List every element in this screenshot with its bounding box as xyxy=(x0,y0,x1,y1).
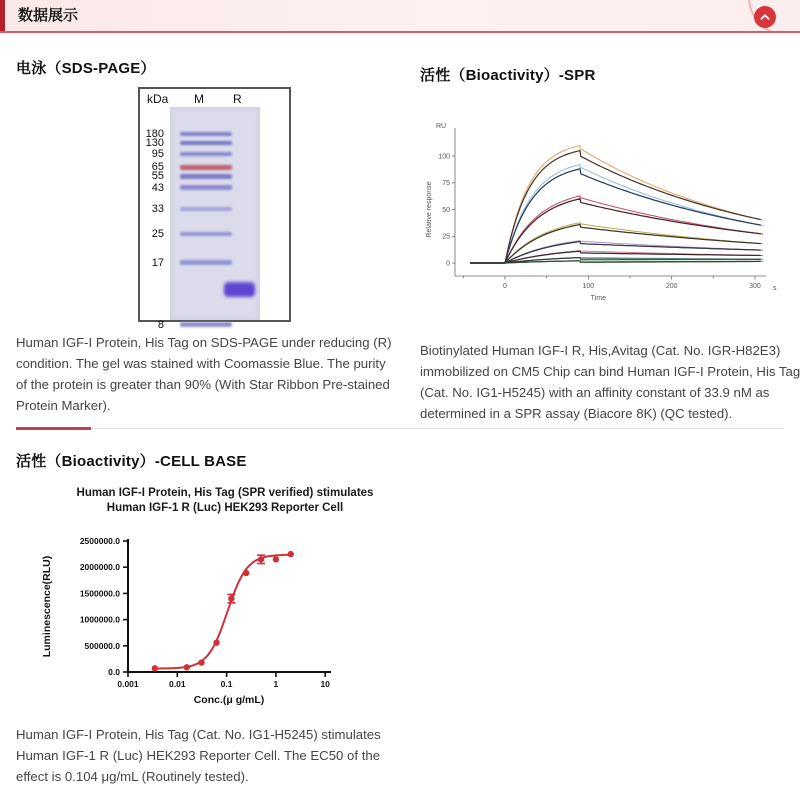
svg-text:500000.0: 500000.0 xyxy=(84,640,120,651)
cell-base-dose-response-chart xyxy=(20,518,385,718)
cell-base-section-title: 活性（Bioactivity）-CELL BASE xyxy=(16,453,247,470)
gel-ladder-label: 130 xyxy=(145,137,164,149)
svg-text:25: 25 xyxy=(442,233,450,241)
gel-ladder-label: 17 xyxy=(151,256,164,269)
cell-chart-title-line2: Human IGF-1 R (Luc) HEK293 Reporter Cell xyxy=(106,502,344,514)
svg-text:1: 1 xyxy=(273,679,279,689)
svg-text:100: 100 xyxy=(582,283,595,290)
sds-page-gel-image xyxy=(138,87,291,331)
svg-text:0.001: 0.001 xyxy=(117,679,139,689)
gel-marker-band xyxy=(180,185,232,190)
svg-text:300: 300 xyxy=(749,283,761,290)
sds-page-caption: Human IGF-I Protein, His Tag on SDS-PAGE under reducing (R) condition. The gel was stained with Coomassie Blue. The purity of the protein is greater than 90% (With Star Ribbon Pre-stained Protein Marker). xyxy=(16,335,392,413)
svg-text:1500000.0: 1500000.0 xyxy=(79,588,120,599)
gel-ladder-label: 55 xyxy=(151,170,164,183)
gel-marker-band xyxy=(180,152,232,156)
svg-text:200: 200 xyxy=(665,283,678,290)
gel-ladder-label: 25 xyxy=(151,228,164,240)
gel-marker-band xyxy=(180,174,232,179)
gel-sample-lane-label: R xyxy=(233,92,242,106)
svg-text:0.0: 0.0 xyxy=(108,667,120,677)
svg-text:0: 0 xyxy=(446,260,450,268)
svg-text:Relative response: Relative response xyxy=(426,181,433,238)
gel-marker-band xyxy=(180,141,232,145)
gel-sample-band xyxy=(224,282,255,297)
svg-text:10: 10 xyxy=(320,679,330,689)
scroll-top-button[interactable] xyxy=(754,6,776,28)
gel-ladder-label: 43 xyxy=(151,181,164,194)
sds-page-section-title: 电泳（SDS-PAGE） xyxy=(16,60,156,77)
divider-accent xyxy=(16,427,91,430)
gel-unit-label: kDa xyxy=(147,92,169,106)
cell-chart-title xyxy=(60,486,390,516)
svg-text:0: 0 xyxy=(503,283,507,290)
svg-text:Conc.(μ g/mL): Conc.(μ g/mL) xyxy=(193,694,265,706)
gel-ladder-label: 180 xyxy=(145,127,164,140)
svg-text:RU: RU xyxy=(436,123,447,130)
spr-section-title: 活性（Bioactivity）-SPR xyxy=(420,67,596,84)
gel-ladder-label: 95 xyxy=(151,148,164,160)
cell-chart-title-line1: Human IGF-I Protein, His Tag (SPR verified) stimulates xyxy=(76,487,374,499)
page-title: 数据展示 xyxy=(18,7,79,24)
svg-text:2000000.0: 2000000.0 xyxy=(79,562,120,573)
spr-caption: Biotinylated Human IGF-I R, His,Avitag (Cat. No. IGR-H82E3) immobilized on CM5 Chip can bind Human IGF-I Protein, His Tag (Cat. No. IG1-H5245) with an affinity constant of 33.9 nM as determined in a SPR assay (Biacore 8K) (QC tested). xyxy=(420,343,800,421)
spr-sensorgram-chart xyxy=(420,108,780,310)
gel-marker-band xyxy=(180,232,232,236)
svg-text:Luminescence(RLU): Luminescence(RLU) xyxy=(41,555,53,658)
section-header-bar xyxy=(0,0,800,33)
gel-marker-band xyxy=(180,132,232,136)
svg-text:2500000.0: 2500000.0 xyxy=(79,536,120,546)
gel-ladder-label: 65 xyxy=(151,161,164,174)
svg-text:1000000.0: 1000000.0 xyxy=(79,614,120,625)
gel-marker-band xyxy=(180,165,232,170)
section-divider xyxy=(16,427,784,430)
svg-text:Time: Time xyxy=(590,295,606,302)
svg-text:100: 100 xyxy=(438,153,450,161)
gel-marker-lane-label: M xyxy=(194,92,204,106)
gel-marker-band xyxy=(180,207,232,211)
svg-text:50: 50 xyxy=(442,206,450,214)
svg-text:75: 75 xyxy=(442,180,450,188)
chevron-up-icon xyxy=(758,10,772,24)
svg-text:0.01: 0.01 xyxy=(169,679,186,689)
header-accent-bar xyxy=(0,0,5,33)
svg-text:s: s xyxy=(773,285,777,292)
svg-text:0.1: 0.1 xyxy=(220,679,233,689)
cell-base-caption: Human IGF-I Protein, His Tag (Cat. No. IG1-H5245) stimulates Human IGF-1 R (Luc) HEK293 Reporter Cell. The EC50 of the effect is 0.104 μg/mL (Routinely tested). xyxy=(16,727,381,784)
gel-lane-area xyxy=(170,107,260,320)
gel-ladder-label: 8 xyxy=(157,318,164,331)
divider-line xyxy=(91,428,784,429)
gel-marker-band xyxy=(180,260,232,265)
gel-ladder-label: 33 xyxy=(151,202,164,215)
gel-marker-band xyxy=(180,322,232,327)
